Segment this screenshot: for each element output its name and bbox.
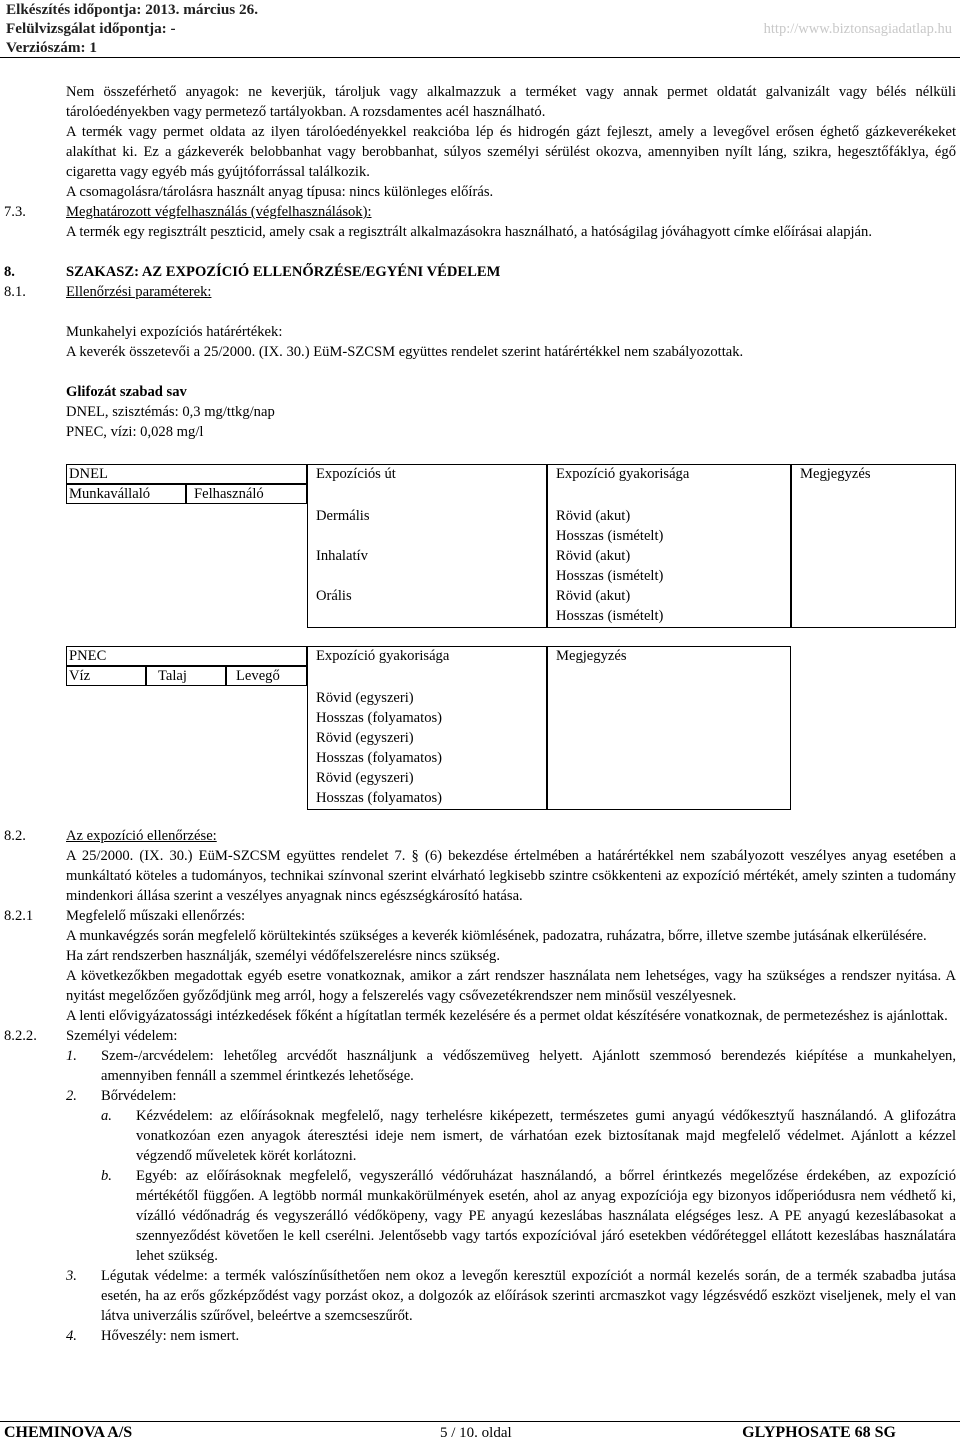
soil-label: Talaj bbox=[158, 668, 187, 684]
pnec-value: PNEC, vízi: 0,028 mg/l bbox=[66, 424, 204, 440]
freq-long: Hosszas (ismételt) bbox=[556, 528, 664, 544]
section-number: 8.2.2. bbox=[4, 1028, 37, 1044]
section-title: Az expozíció ellenőrzése: bbox=[66, 828, 217, 844]
section-title: Ellenőrzési paraméterek: bbox=[66, 284, 212, 300]
remark-column bbox=[791, 464, 956, 628]
freq-short: Rövid (egyszeri) bbox=[316, 730, 414, 746]
revision-date: Felülvizsgálat időpontja: - bbox=[6, 20, 176, 37]
section-8 bbox=[0, 262, 960, 282]
freq-short: Rövid (egyszeri) bbox=[316, 690, 414, 706]
paragraph: Ha zárt rendszerben használják, személyi védőfelszerelésre nincs szükség. bbox=[66, 948, 500, 964]
section-7-3 bbox=[0, 202, 960, 242]
freq-long: Hosszas (ismételt) bbox=[556, 568, 664, 584]
section-title: Megfelelő műszaki ellenőrzés: bbox=[66, 908, 246, 924]
section-8-1 bbox=[0, 282, 960, 442]
remark-header: Megjegyzés bbox=[800, 466, 871, 482]
frequency-header: Expozíció gyakorisága bbox=[556, 466, 690, 482]
list-number: 4. bbox=[66, 1328, 77, 1344]
section-heading: SZAKASZ: AZ EXPOZÍCIÓ ELLENŐRZÉSE/EGYÉNI VÉDELEM bbox=[66, 264, 501, 280]
header-info bbox=[6, 0, 258, 57]
header-url-link[interactable]: http://www.biztonsagiadatlap.hu bbox=[763, 21, 952, 37]
version-number: Verziószám: 1 bbox=[6, 39, 97, 56]
freq-short: Rövid (akut) bbox=[556, 548, 631, 564]
section-text: A termék egy regisztrált peszticid, amely csak a regisztrált alkalmazásokra használható, a hatóságilag jóváhagyott címke előírásai alapján. bbox=[66, 224, 872, 240]
list-item-eye-protection bbox=[66, 1046, 956, 1086]
list-text: Egyéb: az előírásoknak megfelelő, vegyszerálló védőruházat használandó, a bőrrel érintkezés megelőzése érdekében, az expozíció mértékétől függően. A legtöbb normál munkakörülmények esetén, ahol az anyag expozíciója egy bizonyos időperiódusra nem védhető ki, vízálló védőnadrág és vegyszerálló védőköpeny, vagy PE anyagú kezeslábas használata elégséges lesz. A PE anyagú kezeslábasokat a szennyeződést követően le kell cserélni. Jelentősebb vagy tartós expozícióval járó esetekben védőréteggel ellátott kezeslábas használatára lehet szükség. bbox=[136, 1168, 956, 1264]
limit-values-text: A keverék összetevői a 25/2000. (IX. 30.) EüM-SZCSM együttes rendelet szerint határértékkel nem szabályozottak. bbox=[66, 344, 744, 360]
freq-short: Rövid (akut) bbox=[556, 588, 631, 604]
section-number: 7.3. bbox=[4, 204, 26, 220]
intro-paragraph-1: Nem összeférhető anyagok: ne keverjük, tároljuk vagy alkalmazzuk a terméket vagy annak permet oldatát galvanizált vagy bélés nélküli tárolóedényekben vagy permetező tartályokban. A rozsdamentes acél használható. bbox=[66, 84, 956, 120]
route-dermal: Dermális bbox=[316, 508, 370, 524]
freq-short: Rövid (egyszeri) bbox=[316, 770, 414, 786]
header-divider bbox=[0, 57, 960, 58]
list-letter: a. bbox=[101, 1108, 112, 1124]
page-header bbox=[0, 0, 960, 58]
section-number: 8.2. bbox=[4, 828, 26, 844]
section-8-2-2 bbox=[0, 1026, 960, 1346]
list-text: Bőrvédelem: bbox=[101, 1088, 177, 1104]
paragraph: A következőkben megadottak egyéb esetre vonatkoznak, amikor a zárt rendszer használata nem lehetséges, vagy ha szükséges a rendszer nyitása. A nyitást megelőzően győződjünk meg arról, hogy a felszerelés vagy csővezetékrendszer nem minősül veszélyesnek. bbox=[66, 968, 956, 1004]
paragraph: A munkavégzés során megfelelő körültekintés szükséges a keverék kiömlésének, padozatra, ruházatra, bőrre, illetve szembe jutásának elkerülésére. bbox=[66, 928, 927, 944]
section-title: Meghatározott végfelhasználás (végfelhasználások): bbox=[66, 204, 372, 220]
list-letter: b. bbox=[101, 1168, 112, 1184]
section-title: Személyi védelem: bbox=[66, 1028, 178, 1044]
list-text: Hőveszély: nem ismert. bbox=[101, 1328, 240, 1344]
air-label: Levegő bbox=[236, 668, 280, 684]
list-number: 3. bbox=[66, 1268, 77, 1284]
list-number: 2. bbox=[66, 1088, 77, 1104]
pnec-remark-column bbox=[547, 646, 791, 810]
page-footer bbox=[0, 1421, 960, 1442]
dnel-header: DNEL bbox=[69, 466, 108, 482]
worker-label: Munkavállaló bbox=[69, 486, 151, 502]
substance-name: Glifozát szabad sav bbox=[66, 384, 187, 400]
product-name: GLYPHOSATE 68 SG bbox=[742, 1424, 896, 1441]
pnec-table bbox=[66, 646, 954, 810]
water-label: Víz bbox=[69, 668, 91, 684]
pnec-header: PNEC bbox=[69, 648, 107, 664]
list-item-skin-protection bbox=[66, 1086, 956, 1266]
list-item-thermal bbox=[66, 1326, 956, 1346]
dnel-table bbox=[66, 464, 954, 628]
company-name: CHEMINOVA A/S bbox=[4, 1424, 133, 1441]
list-item-respiratory bbox=[66, 1266, 956, 1326]
document-body bbox=[0, 82, 960, 1346]
freq-long: Hosszas (folyamatos) bbox=[316, 710, 443, 726]
limit-values-label: Munkahelyi expozíciós határértékek: bbox=[66, 324, 283, 340]
section-number: 8. bbox=[4, 264, 15, 280]
list-text: Légutak védelme: a termék valószínűsíthetően nem okoz a levegőn keresztül expozíciót a normál kezelés során, de a termék szabadba jutása esetén, ha az erős gőzképződést vagy porzást okoz, a dolgozók az előírások szerinti arcmaszkot vagy légzésvédő eszközt viseljenek, mely el van látva univerzális szűrővel, beleértve a szemcseszűrőt. bbox=[101, 1268, 956, 1324]
pnec-remark-header: Megjegyzés bbox=[556, 648, 627, 664]
section-text: A 25/2000. (IX. 30.) EüM-SZCSM együttes rendelet 7. § (6) bekezdése értelmében a határértékkel nem szabályozott veszélyes anyag esetében a munkáltató köteles a tudományos, technikai színvonal szerint elvárható legkisebb szintre csökkenteni az expozíció mértékét, amely szinten a tudomány mindenkori állása szerint a veszélyes anyagnak nincs egészségkárosító hatása. bbox=[66, 848, 956, 904]
paragraph: A lenti elővigyázatossági intézkedések főként a hígítatlan termék kezelésére és a permet oldat készítésére vonatkoznak, de permetezéshez is ajánlottak. bbox=[66, 1008, 948, 1024]
list-subitem-other bbox=[101, 1166, 956, 1266]
list-number: 1. bbox=[66, 1048, 77, 1064]
freq-long: Hosszas (folyamatos) bbox=[316, 750, 443, 766]
section-8-2 bbox=[0, 826, 960, 906]
route-oral: Orális bbox=[316, 588, 352, 604]
page-number: 5 / 10. oldal bbox=[440, 1425, 512, 1441]
intro-paragraph-2: A termék vagy permet oldata az ilyen tárolóedényekkel reakcióba lép és hidrogén gázt fejleszt, amely a levegővel erősen éghető gázkeverékeket alakíthat ki. Ez a gázkeverék belobbanhat vagy berobbanhat, súlyos személyi sérülést okozva, amennyiben nyílt láng, szikra, hegesztőfáklya, égő cigaretta vagy egyéb más gyújtóforrással találkozik. bbox=[66, 124, 956, 180]
route-inhalation: Inhalatív bbox=[316, 548, 368, 564]
pnec-frequency-header: Expozíció gyakorisága bbox=[316, 648, 450, 664]
route-header: Expozíciós út bbox=[316, 466, 396, 482]
intro-paragraph-3: A csomagolásra/tárolásra használt anyag típusa: nincs különleges előírás. bbox=[66, 184, 494, 200]
footer-divider bbox=[0, 1421, 960, 1422]
section-8-2-1 bbox=[0, 906, 960, 1026]
freq-long: Hosszas (ismételt) bbox=[556, 608, 664, 624]
dnel-value: DNEL, szisztémás: 0,3 mg/ttkg/nap bbox=[66, 404, 275, 420]
list-text: Szem-/arcvédelem: lehetőleg arcvédőt használjunk a védőszemüveg helyett. Ajánlott szemmosó berendezés kiépítése a munkahelyen, amennyiben fennáll a szemmel érintkezés lehetősége. bbox=[101, 1048, 956, 1084]
prepared-date: Elkészítés időpontja: 2013. március 26. bbox=[6, 1, 259, 18]
freq-short: Rövid (akut) bbox=[556, 508, 631, 524]
freq-long: Hosszas (folyamatos) bbox=[316, 790, 443, 806]
section-number: 8.1. bbox=[4, 284, 26, 300]
list-text: Kézvédelem: az előírásoknak megfelelő, nagy terhelésre kiképezett, természetes gumi anyagú védőkesztyű használandó. A glifozátra vonatkozóan ezen anyagok áteresztési ideje nem ismert, de várhatóan ezek biztosítanak majd megfelelő védelmet. Ajánlott a kézzel végzendő műveletek körét korlátozni. bbox=[136, 1108, 956, 1164]
list-subitem-hand bbox=[101, 1106, 956, 1166]
consumer-label: Felhasználó bbox=[194, 486, 264, 502]
section-number: 8.2.1 bbox=[4, 908, 34, 924]
